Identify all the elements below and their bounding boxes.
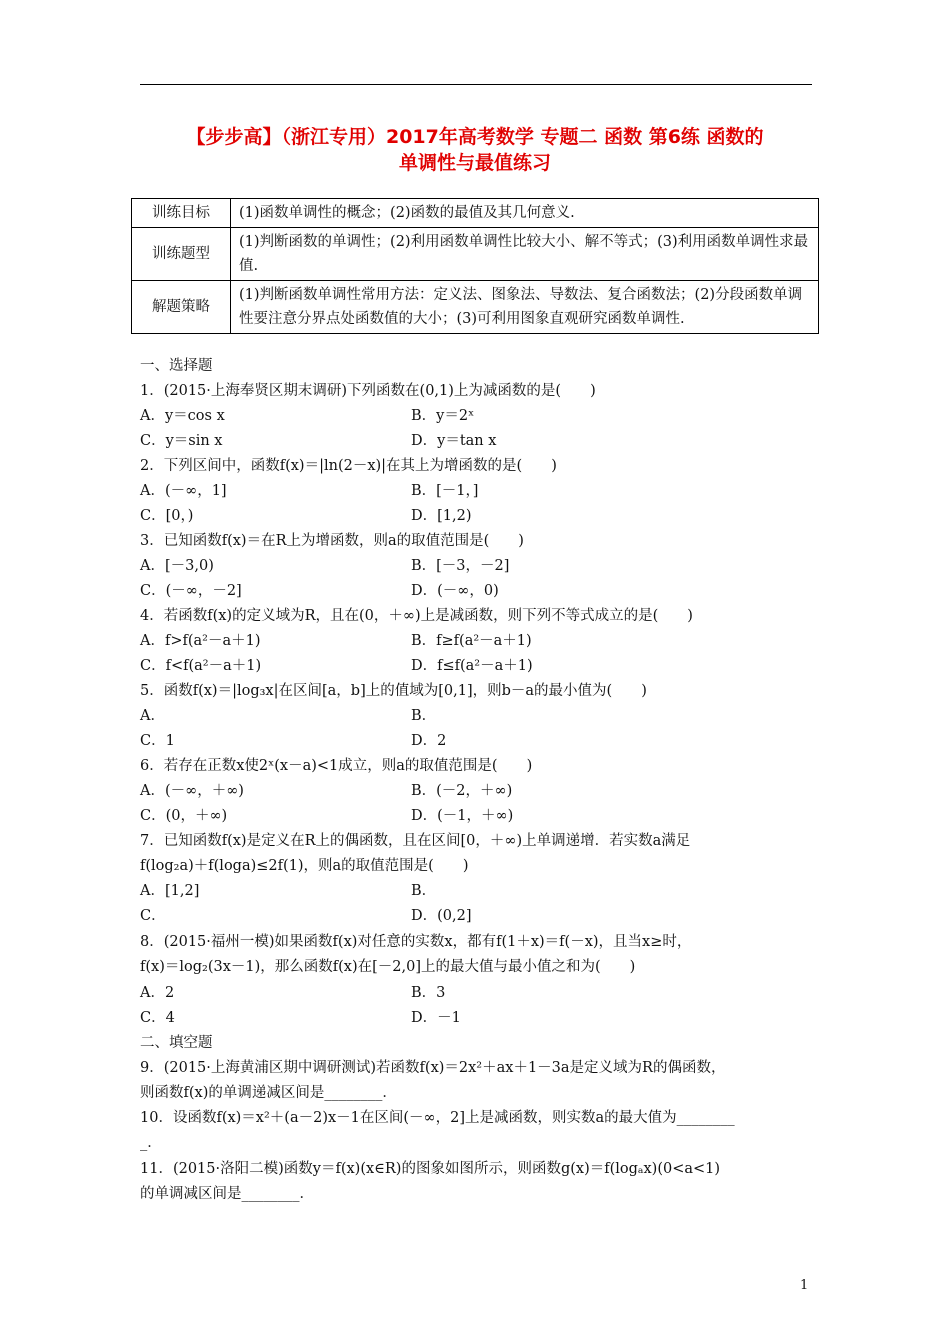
option-2a: A．(－∞，1] — [140, 483, 227, 499]
option-4d: D．f≤f(a²－a＋1) — [411, 658, 533, 674]
option-5b: B． — [411, 708, 437, 724]
option-4a: A．f>f(a²－a＋1) — [140, 633, 261, 649]
row-key: 解题策略 — [132, 281, 231, 334]
question-2: 2．下列区间中，函数f(x)＝|ln(2－x)|在其上为增函数的是( ) — [140, 458, 557, 474]
option-3c: C．(－∞，－2] — [140, 583, 242, 599]
question-4: 4．若函数f(x)的定义域为R，且在(0，＋∞)上是减函数，则下列不等式成立的是( ) — [140, 608, 693, 624]
option-3b: B．[－3，－2] — [411, 558, 510, 574]
option-1a: A．y＝cos x — [140, 408, 225, 424]
option-8d: D．－1 — [411, 1010, 461, 1026]
question-7-line2: f(log₂a)＋f(loga)≤2f(1)，则a的取值范围是( ) — [140, 858, 469, 874]
row-key: 训练目标 — [132, 199, 231, 228]
option-8a: A．2 — [140, 985, 175, 1001]
training-goals-table — [131, 198, 819, 334]
question-9-line2: 则函数f(x)的单调递减区间是________． — [140, 1085, 397, 1101]
page-title-line2: 单调性与最值练习 — [398, 152, 551, 174]
option-2b: B．[－1，] — [411, 483, 479, 499]
row-value: (1)判断函数单调性常用方法：定义法、图象法、导数法、复合函数法；(2)分段函数单调性要注意分界点处函数值的大小；(3)可利用图象直观研究函数单调性. — [231, 281, 819, 334]
option-6b: B．(－2，＋∞) — [411, 783, 513, 799]
section-heading-choice: 一、选择题 — [140, 358, 213, 374]
option-6d: D．(－1，＋∞) — [411, 808, 514, 824]
table-row — [132, 199, 819, 228]
option-7a: A．[1,2] — [140, 883, 200, 899]
option-1b: B．y＝2ˣ — [411, 408, 475, 424]
question-8-line1: 8．(2015·福州一模)如果函数f(x)对任意的实数x，都有f(1＋x)＝f(－x)，且当x≥时， — [140, 934, 692, 950]
option-4b: B．f≥f(a²－a＋1) — [411, 633, 532, 649]
page-title-line1: 【步步高】（浙江专用）2017年高考数学 专题二 函数 第6练 函数的 — [186, 126, 764, 148]
section-heading-fill: 二、填空题 — [140, 1035, 213, 1051]
question-11-line2: 的单调减区间是________． — [140, 1186, 314, 1202]
row-value: (1)判断函数的单调性；(2)利用函数单调性比较大小、解不等式；(3)利用函数单调性求最值. — [231, 228, 819, 281]
row-key: 训练题型 — [132, 228, 231, 281]
option-1d: D．y＝tan x — [411, 433, 497, 449]
question-10-line2: _． — [140, 1135, 162, 1151]
option-2d: D．[1,2) — [411, 508, 472, 524]
option-1c: C．y＝sin x — [140, 433, 223, 449]
option-7c: C． — [140, 908, 166, 924]
option-8c: C．4 — [140, 1010, 175, 1026]
page-number: 1 — [800, 1278, 809, 1293]
option-3d: D．(－∞，0) — [411, 583, 499, 599]
option-5c: C．1 — [140, 733, 175, 749]
option-5a: A． — [140, 708, 165, 724]
option-8b: B．3 — [411, 985, 446, 1001]
question-6: 6．若存在正数x使2ˣ(x－a)<1成立，则a的取值范围是( ) — [140, 758, 533, 774]
question-10-line1: 10．设函数f(x)＝x²＋(a－2)x－1在区间(－∞，2]上是减函数，则实数a的最大值为________ — [140, 1110, 735, 1126]
table-row — [132, 281, 819, 334]
option-7b: B． — [411, 883, 437, 899]
option-2c: C．[0，) — [140, 508, 194, 524]
question-5: 5．函数f(x)＝|log₃x|在区间[a，b]上的值域为[0,1]，则b－a的最小值为( ) — [140, 683, 647, 699]
option-3a: A．[－3,0) — [140, 558, 214, 574]
header-rule — [140, 84, 812, 85]
option-4c: C．f<f(a²－a＋1) — [140, 658, 262, 674]
question-8-line2: f(x)＝log₂(3x－1)，那么函数f(x)在[－2,0]上的最大值与最小值之和为( ) — [140, 959, 636, 975]
option-6a: A．(－∞，＋∞) — [140, 783, 244, 799]
question-7-line1: 7．已知函数f(x)是定义在R上的偶函数，且在区间[0，＋∞)上单调递增．若实数a满足 — [140, 833, 691, 849]
question-9-line1: 9．(2015·上海黄浦区期中调研测试)若函数f(x)＝2x²＋ax＋1－3a是定义域为R的偶函数， — [140, 1060, 726, 1076]
row-value: (1)函数单调性的概念；(2)函数的最值及其几何意义. — [231, 199, 819, 228]
option-6c: C．(0，＋∞) — [140, 808, 228, 824]
table-row — [132, 228, 819, 281]
option-7d: D．(0,2] — [411, 908, 472, 924]
question-11-line1: 11．(2015·洛阳二模)函数y＝f(x)(x∈R)的图象如图所示，则函数g(x)＝f(logₐx)(0<a<1) — [140, 1161, 721, 1177]
question-1: 1．(2015·上海奉贤区期末调研)下列函数在(0,1)上为减函数的是( ) — [140, 383, 596, 399]
question-3: 3．已知函数f(x)＝在R上为增函数，则a的取值范围是( ) — [140, 533, 524, 549]
option-5d: D．2 — [411, 733, 447, 749]
